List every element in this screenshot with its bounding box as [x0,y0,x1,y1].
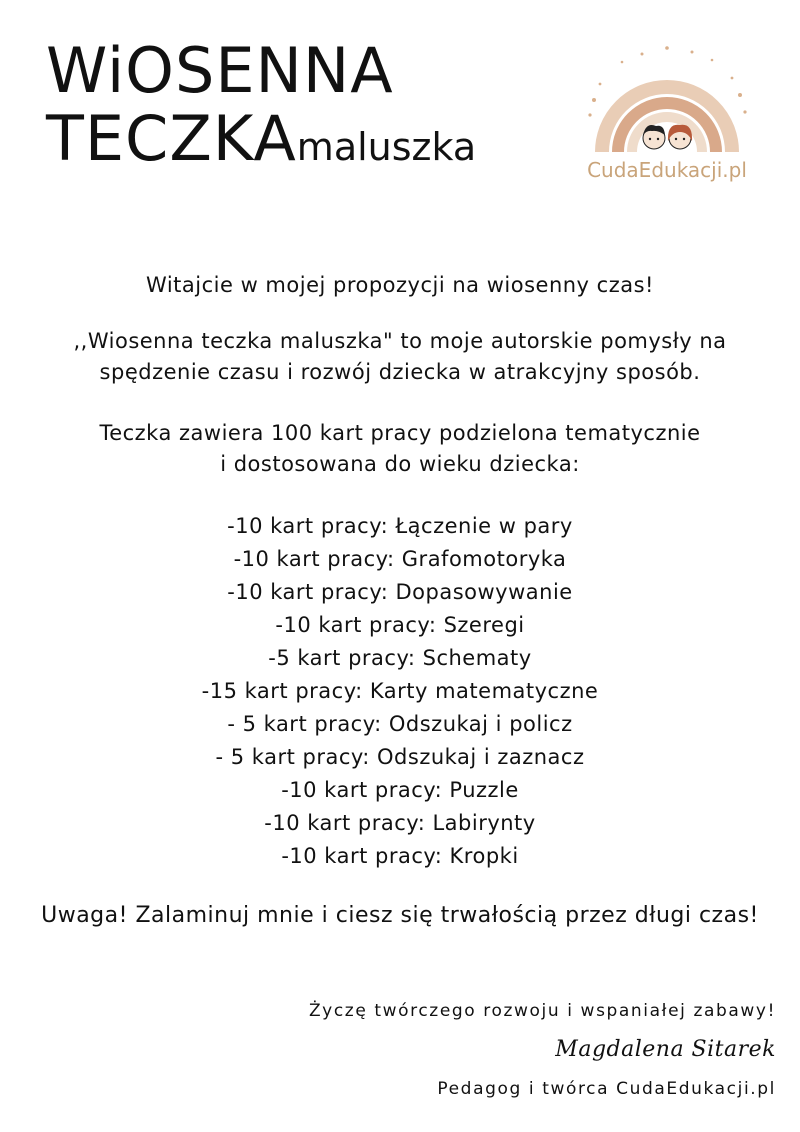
document-title [46,36,476,180]
title-suffix: maluszka [296,125,477,169]
list-item: -10 kart pracy: Dopasowywanie [227,580,573,604]
list-item: -10 kart pracy: Grafomotoryka [233,547,567,571]
children-illustration-icon [643,125,692,149]
list-item: -10 kart pracy: Łączenie w pary [227,514,573,538]
description-paragraph [30,326,770,388]
list-item: -10 kart pracy: Kropki [281,844,519,868]
warning-text: Uwaga! Zalaminuj mnie i ciesz się trwałością przez długi czas! [41,903,759,928]
rainbow-logo-icon [582,40,752,160]
closing-wish: Życzę twórczego rozwoju i wspaniałej zabawy! [308,1001,776,1021]
signature: Magdalena Sitarek [555,1037,776,1062]
description-line-1: ,,Wiosenna teczka maluszka" to moje autorskie pomysły na [73,329,727,353]
contents-paragraph [30,418,770,480]
list-item: -10 kart pracy: Labirynty [264,811,536,835]
list-item: -5 kart pracy: Schematy [268,646,532,670]
contents-line-1: Teczka zawiera 100 kart pracy podzielona tematycznie [99,421,701,445]
list-item: -10 kart pracy: Puzzle [281,778,519,802]
main-content [30,268,770,931]
brand-name: CudaEdukacji.pl [587,158,747,182]
author-role: Pedagog i twórca CudaEdukacji.pl [437,1079,776,1099]
list-item: -10 kart pracy: Szeregi [275,613,525,637]
list-item: - 5 kart pracy: Odszukaj i policz [227,712,573,736]
worksheet-list [30,510,770,873]
description-line-2: spędzenie czasu i rozwój dziecka w atrakcyjny sposób. [99,360,701,384]
closing-block [309,996,776,1104]
list-item: - 5 kart pracy: Odszukaj i zaznacz [215,745,585,769]
list-item: -15 kart pracy: Karty matematyczne [201,679,599,703]
brand-logo [582,40,752,190]
intro-text: Witajcie w mojej propozycji na wiosenny czas! [146,273,654,297]
title-line-2 [46,102,477,180]
title-word-teczka: TECZKA [46,102,297,175]
title-line-1: WiOSENNA [46,34,394,107]
contents-line-2: i dostosowana do wieku dziecka: [220,452,580,476]
